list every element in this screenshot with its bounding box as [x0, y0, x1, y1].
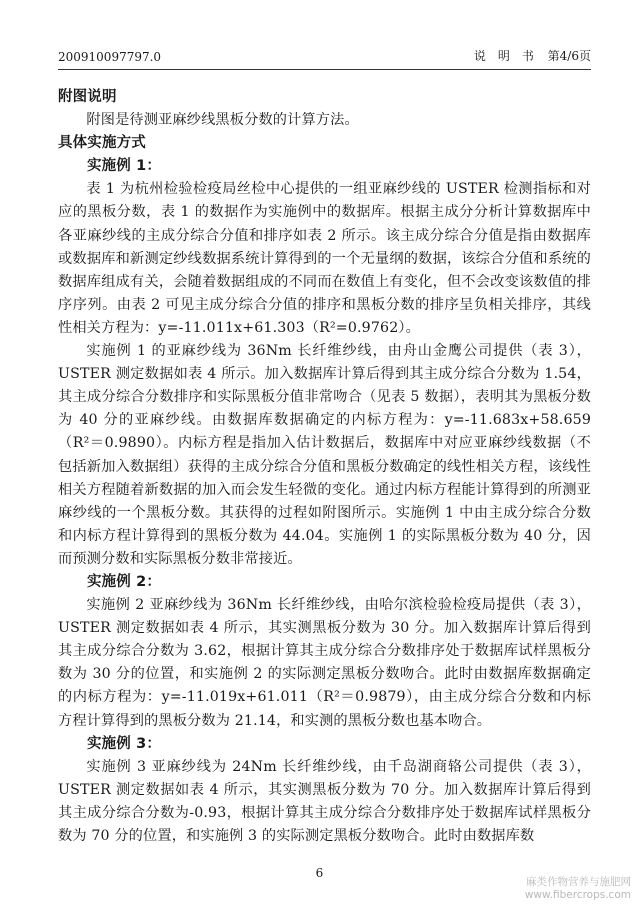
example3-paragraph: 实施例 3 亚麻纱线为 24Nm 长纤维纱线，由千岛湖商辂公司提供（表 3），USTER 测定数据如表 4 所示，其实测黑板分数为 70 分。加入数据库计算后得到其主成分综合分数为-0.93，根据计算其主成分综合分数排序处于数据库试样黑板分数为 70 分的位置，和实施例 3 的实际测定黑板分数吻合。此时由数据库数 — [58, 758, 591, 844]
section-title: 说 明 书 — [473, 49, 534, 63]
example2-heading: 实施例 2： — [87, 573, 162, 590]
page-number: 6 — [315, 866, 324, 880]
implementation-heading: 具体实施方式 — [58, 135, 146, 152]
figure-note-heading: 附图说明 — [58, 89, 117, 105]
example1-heading: 实施例 1： — [87, 158, 162, 175]
document-body — [58, 86, 591, 848]
site-watermark — [525, 876, 631, 902]
example3-heading: 实施例 3： — [87, 735, 162, 752]
header-divider — [58, 69, 591, 70]
example2-paragraph: 实施例 2 亚麻纱线为 36Nm 长纤维纱线，由哈尔滨检验检疫局提供（表 3），USTER 测定数据如表 4 所示，其实测黑板分数为 30 分。加入数据库计算后得到其主成分综合分数为 3.62，根据计算其主成分综合分数排序处于数据库试样黑板分数为 30 分的位置，和实施例 2 的实际测定黑板分数吻合。此时由数据库数据确定的内标方程为：y=-11.019x+61.011（R²＝0.9879），由主成分综合分数和内标方程计算得到的黑板分数为 21.14，和实测的黑板分数也基本吻合。 — [58, 597, 591, 729]
watermark-title: 麻类作物营养与施肥网 — [526, 876, 631, 888]
doc-number: 200910097797.0 — [58, 50, 162, 64]
example1-paragraph-2: 实施例 1 的亚麻纱线为 36Nm 长纤维纱线，由舟山金鹰公司提供（表 3），USTER 测定数据如表 4 所示。加入数据库计算后得到其主成分综合分数为 1.54，其主成分综合分数排序和实际黑板分值非常吻合（见表 5 数据），表明其为黑板分数为 40 分的亚麻纱线。由数据库数据确定的内标方程为：y=-11.683x+58.659（R²＝0.9890）。内标方程是指加入估计数据后，数据库中对应亚麻纱线数据（不包括新加入数据组）获得的主成分综合分值和黑板分数确定的线性相关方程，该线性相关方程随着新数据的加入而会发生轻微的变化。通过内标方程能计算得到的所测亚麻纱线的一个黑板分数。其获得的过程如附图所示。实施例 1 中由主成分综合分数和内标方程计算得到的黑板分数为 44.04。实施例 1 的实际黑板分数为 40 分，因而预测分数和实际黑板分数非常接近。 — [58, 343, 591, 567]
page-info: 第4/6页 — [547, 49, 591, 63]
page-header — [58, 46, 591, 64]
header-right — [464, 47, 591, 64]
watermark-url: www.fibercrops.com — [524, 889, 631, 901]
figure-note-text: 附图是待测亚麻纱线黑板分数的计算方法。 — [86, 112, 359, 129]
example1-paragraph-1: 表 1 为杭州检验检疫局丝检中心提供的一组亚麻纱线的 USTER 检测指标和对应的黑板分数，表 1 的数据作为实施例中的数据库。根据主成分分析计算数据库中各亚麻纱线的主成分综合分值和排序如表 2 所示。该主成分综合分值是指由数据库或数据库和新测定纱线数据系统计算得到的一个无量纲的数据，该综合分值和系统的数据库组成有关，会随着数据组成的不同而在数值上有变化，但不会改变该数值的排序序列。由表 2 可见主成分综合分值的排序和黑板分数的排序呈负相关排序，其线性相关方程为：y=-11.011x+61.303（R²=0.9762）。 — [58, 181, 591, 336]
